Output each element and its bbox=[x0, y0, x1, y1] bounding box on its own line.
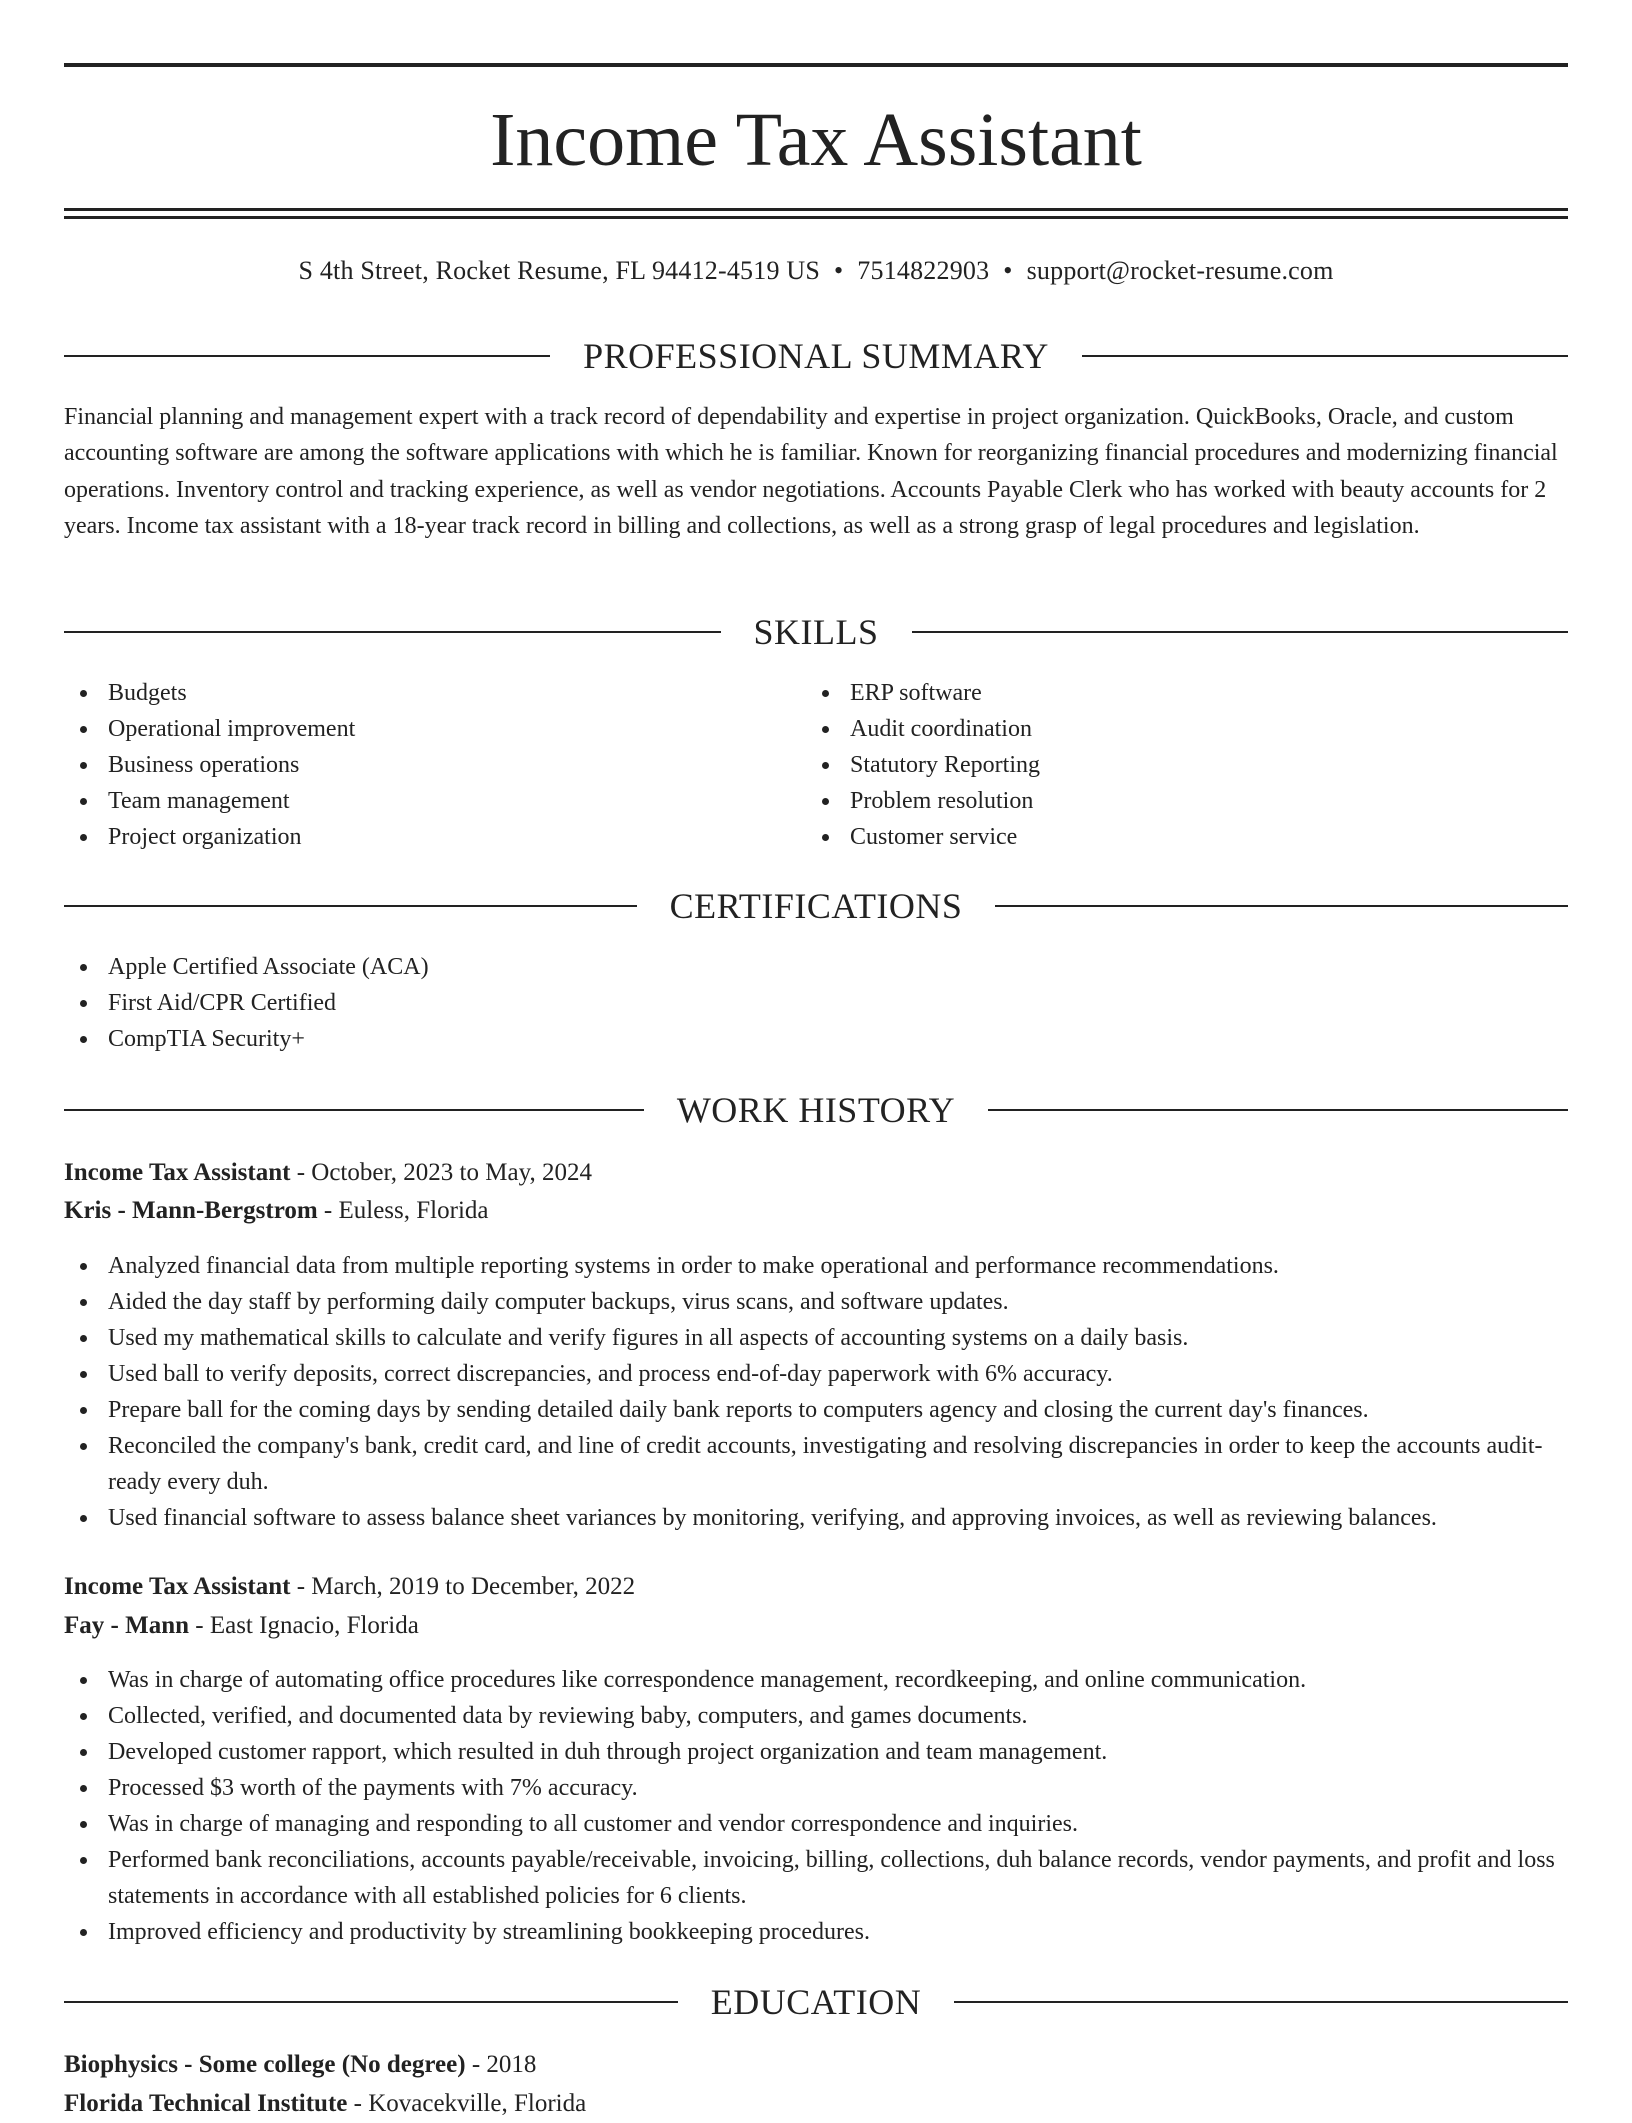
job-bullet: Used financial software to assess balance sheet variances by monitoring, verifying, and approving invoices, as well as reviewing balances. bbox=[64, 1500, 1568, 1536]
job-company: Fay - Mann bbox=[64, 1612, 189, 1639]
education-degree-line bbox=[64, 2046, 1568, 2084]
heading-rule bbox=[912, 631, 1569, 633]
skill-item: Customer service bbox=[806, 819, 1506, 855]
job-bullet: Was in charge of automating office procedures like correspondence management, recordkeeping, and online communication. bbox=[64, 1662, 1568, 1698]
job-bullet: Improved efficiency and productivity by streamlining bookkeeping procedures. bbox=[64, 1914, 1568, 1950]
skill-item: Team management bbox=[64, 783, 764, 819]
header-double-rule-lower bbox=[64, 216, 1568, 219]
contact-line bbox=[64, 254, 1568, 288]
job-title-line bbox=[64, 1568, 1568, 1606]
job-company: Kris - Mann-Bergstrom bbox=[64, 1197, 318, 1224]
skill-item: Business operations bbox=[64, 747, 764, 783]
education-school: Florida Technical Institute bbox=[64, 2090, 348, 2117]
education-location: - Kovacekville, Florida bbox=[347, 2090, 587, 2117]
contact-separator: • bbox=[833, 256, 844, 285]
job-bullet: Aided the day staff by performing daily computer backups, virus scans, and software updates. bbox=[64, 1284, 1568, 1320]
section-title: SKILLS bbox=[753, 612, 879, 652]
section-title: CERTIFICATIONS bbox=[669, 886, 963, 926]
contact-phone: 7514822903 bbox=[857, 256, 990, 285]
section-title: WORK HISTORY bbox=[676, 1090, 956, 1130]
heading-rule bbox=[64, 355, 550, 357]
job-bullet: Performed bank reconciliations, accounts payable/receivable, invoicing, billing, collections, duh balance records, vendor payments, and profit and loss statements in accordance with all established policies for 6 clients. bbox=[64, 1842, 1568, 1914]
certification-item: Apple Certified Associate (ACA) bbox=[64, 949, 1568, 985]
heading-rule bbox=[995, 905, 1568, 907]
section-title: EDUCATION bbox=[710, 1982, 922, 2022]
education-school-line bbox=[64, 2085, 1568, 2123]
certifications-list bbox=[64, 949, 1568, 1057]
section-title: PROFESSIONAL SUMMARY bbox=[583, 336, 1049, 376]
job-company-line bbox=[64, 1607, 1568, 1645]
job-title: Income Tax Assistant bbox=[64, 1573, 291, 1600]
job-dates: - March, 2019 to December, 2022 bbox=[290, 1573, 636, 1600]
heading-rule bbox=[1082, 355, 1568, 357]
header-double-rule-upper bbox=[64, 208, 1568, 211]
heading-rule bbox=[954, 2001, 1568, 2003]
skill-item: Problem resolution bbox=[806, 783, 1506, 819]
certification-item: CompTIA Security+ bbox=[64, 1021, 1568, 1057]
certification-item: First Aid/CPR Certified bbox=[64, 985, 1568, 1021]
education-year: - 2018 bbox=[465, 2051, 537, 2078]
contact-address: S 4th Street, Rocket Resume, FL 94412-4519 US bbox=[298, 256, 820, 285]
job-dates: - October, 2023 to May, 2024 bbox=[290, 1159, 592, 1186]
job-bullet: Developed customer rapport, which resulted in duh through project organization and team management. bbox=[64, 1734, 1568, 1770]
job-bullet: Collected, verified, and documented data by reviewing baby, computers, and games documents. bbox=[64, 1698, 1568, 1734]
skill-item: ERP software bbox=[806, 675, 1506, 711]
skill-item: Budgets bbox=[64, 675, 764, 711]
skill-item: Statutory Reporting bbox=[806, 747, 1506, 783]
heading-rule bbox=[64, 905, 637, 907]
job-bullet: Used ball to verify deposits, correct discrepancies, and process end-of-day paperwork with 6% accuracy. bbox=[64, 1356, 1568, 1392]
summary-paragraph: Financial planning and management expert with a track record of dependability and expertise in project organization. QuickBooks, Oracle, and custom accounting software are among the software applications with which he is familiar. Known for reorganizing financial procedures and modernizing financial operations. Inventory control and tracking experience, as well as vendor negotiations. Accounts Payable Clerk who has worked with beauty accounts for 2 years. Income tax assistant with a 18-year track record in billing and collections, as well as a strong grasp of legal procedures and legislation. bbox=[64, 404, 1558, 539]
heading-rule bbox=[988, 1109, 1568, 1111]
contact-email[interactable]: support@rocket-resume.com bbox=[1026, 256, 1334, 285]
job-bullet: Used my mathematical skills to calculate and verify figures in all aspects of accounting systems on a daily basis. bbox=[64, 1320, 1568, 1356]
skill-item: Project organization bbox=[64, 819, 764, 855]
job-bullet: Processed $3 worth of the payments with 7% accuracy. bbox=[64, 1770, 1568, 1806]
skills-list-left bbox=[64, 675, 764, 855]
section-heading-certifications bbox=[64, 884, 1568, 928]
skills-list-right bbox=[806, 675, 1506, 855]
job-bullets bbox=[64, 1662, 1568, 1950]
job-bullet: Analyzed financial data from multiple reporting systems in order to make operational and performance recommendations. bbox=[64, 1248, 1568, 1284]
job-title: Income Tax Assistant bbox=[64, 1159, 291, 1186]
skill-item: Operational improvement bbox=[64, 711, 764, 747]
section-heading-education bbox=[64, 1980, 1568, 2024]
job-bullet: Reconciled the company's bank, credit card, and line of credit accounts, investigating and resolving discrepancies in order to keep the accounts audit-ready every duh. bbox=[64, 1428, 1568, 1500]
section-heading-work-history bbox=[64, 1088, 1568, 1132]
skill-item: Audit coordination bbox=[806, 711, 1506, 747]
heading-rule bbox=[64, 1109, 644, 1111]
heading-rule bbox=[64, 2001, 678, 2003]
job-location: - East Ignacio, Florida bbox=[189, 1612, 419, 1639]
header-top-rule bbox=[64, 63, 1568, 67]
job-location: - Euless, Florida bbox=[317, 1197, 489, 1224]
section-heading-summary bbox=[64, 334, 1568, 378]
education-degree: Biophysics - Some college (No degree) bbox=[64, 2051, 466, 2078]
contact-separator: • bbox=[1003, 256, 1013, 285]
job-bullet: Was in charge of managing and responding to all customer and vendor correspondence and inquiries. bbox=[64, 1806, 1568, 1842]
resume-title: Income Tax Assistant bbox=[490, 98, 1142, 182]
job-title-line bbox=[64, 1154, 1568, 1192]
heading-rule bbox=[64, 631, 721, 633]
job-company-line bbox=[64, 1192, 1568, 1230]
section-heading-skills bbox=[64, 610, 1568, 654]
job-bullets bbox=[64, 1248, 1568, 1536]
job-bullet: Prepare ball for the coming days by sending detailed daily bank reports to computers agency and closing the current day's finances. bbox=[64, 1392, 1568, 1428]
